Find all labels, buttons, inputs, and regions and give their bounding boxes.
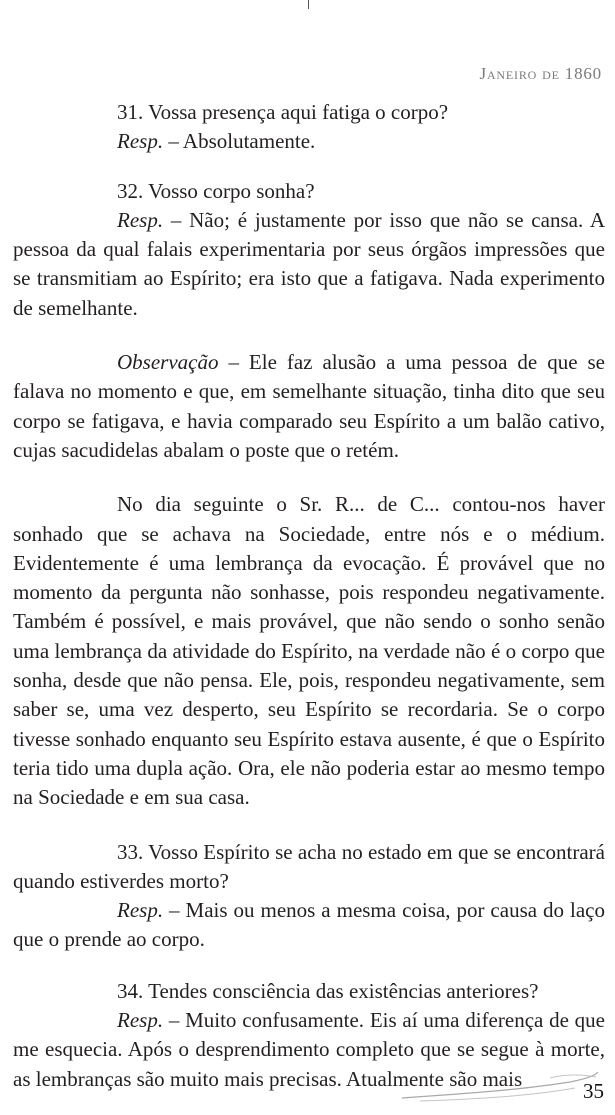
observation-text: – Ele faz alusão a uma pessoa de que se falava no momento e que, em semelhante situação, tinha dito que seu corpo se fatigava, e havia comparado seu Espírito a um balão cativo, cujas sacudidelas abalam o poste que o retém. xyxy=(13,350,605,462)
page-number: 35 xyxy=(583,1079,604,1103)
answer-33 xyxy=(13,896,605,955)
decorative-swoosh-icon xyxy=(400,1068,600,1108)
question-32: 32. Vosso corpo sonha? xyxy=(117,178,315,203)
commentary-paragraph: No dia seguinte o Sr. R... de C... contou-nos haver sonhado que se achava na Sociedade, entre nós e o médium. Evidentemente é uma lembrança da evocação. É provável que no momento da pergunta não sonhasse, pois respondeu negativamente. Também é possível, e mais provável, que não sendo o sonho senão uma lembrança da atividade do Espírito, na verdade não é o corpo que sonha, desde que não pensa. Ele, pois, respondeu negativamente, sem saber se, uma vez desperto, seu Espírito se recordaria. Se o corpo tivesse sonhado enquanto seu Espírito estava ausente, é que o Espírito teria tido uma dupla ação. Ora, ele não poderia estar ao mesmo tempo na Sociedade e em sua casa. xyxy=(13,492,605,810)
answer-32 xyxy=(13,206,605,323)
resp-label: Resp. xyxy=(117,207,164,232)
question-33: 33. Vosso Espírito se acha no estado em que se encontrará quando estiverdes morto? xyxy=(13,839,605,893)
answer-text: – Absolutamente. xyxy=(163,129,316,154)
answer-31 xyxy=(13,127,605,156)
page-body xyxy=(13,98,605,1094)
resp-label: Resp. xyxy=(117,129,164,154)
answer-text: – Muito confusamente. Eis aí uma diferença de que me esquecia. Após o desprendimento completo que se segue à morte, as lembranças são muito mais precisas. Atualmente são mais xyxy=(13,1008,605,1091)
answer-text: – Não; é justamente por isso que não se cansa. A pessoa da qual falais experimentaria por seus órgãos impressões que se transmitiam ao Espírito; era isto que a fatigava. Nada experimento de semelhante. xyxy=(13,207,605,320)
answer-text: – Mais ou menos a mesma coisa, por causa do laço que o prende ao corpo. xyxy=(13,898,605,952)
running-header: Janeiro de 1860 xyxy=(479,64,602,83)
question-31: 31. Vossa presença aqui fatiga o corpo? xyxy=(117,100,449,124)
observation-paragraph xyxy=(13,348,605,465)
resp-label: Resp. xyxy=(117,898,164,923)
resp-label: Resp. xyxy=(117,1008,164,1033)
top-crop-mark xyxy=(308,0,309,9)
question-34: 34. Tendes consciência das existências anteriores? xyxy=(117,978,539,1003)
observation-label: Observação xyxy=(117,350,219,375)
